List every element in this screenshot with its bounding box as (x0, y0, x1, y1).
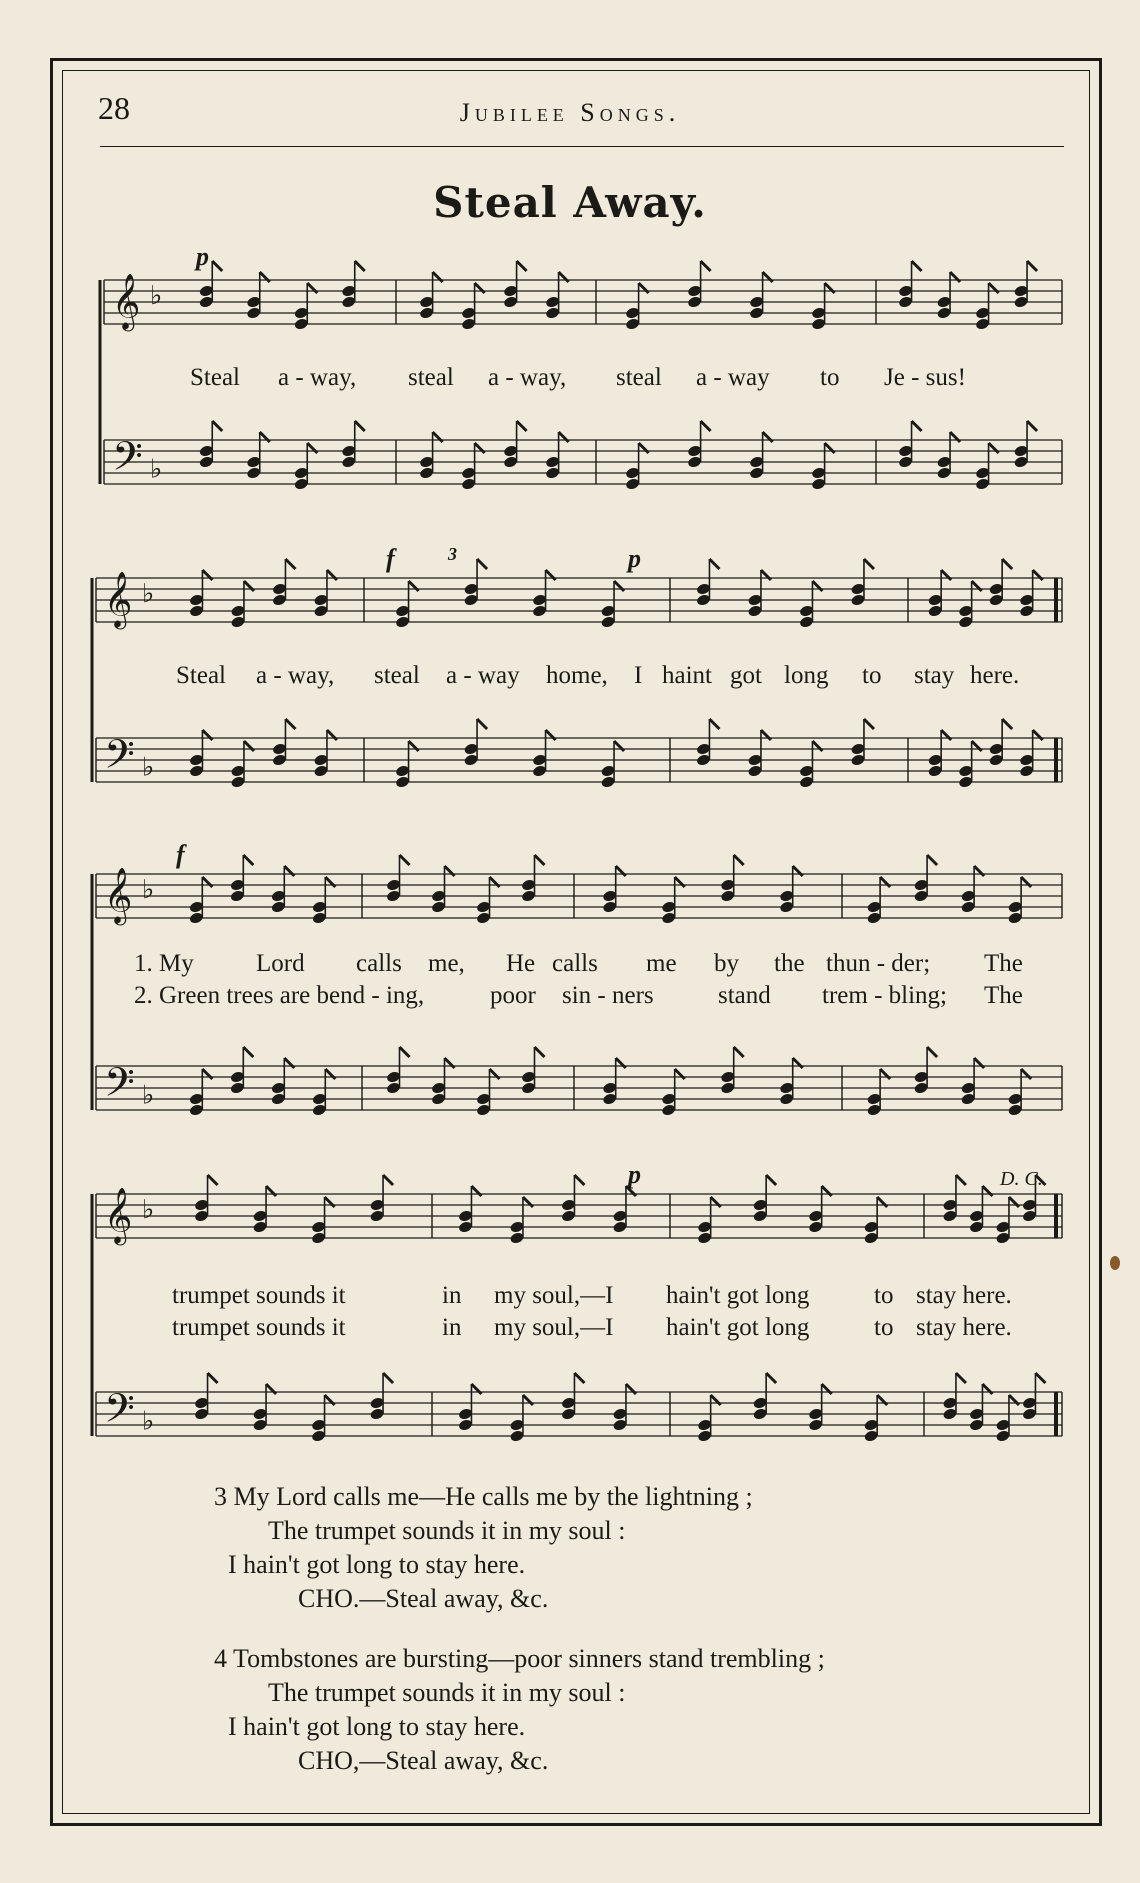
lyric-syllable: stand (718, 982, 771, 1009)
lyric-syllable: a - way (696, 364, 770, 391)
key-signature-flat: ♭ (142, 875, 155, 906)
note-flag (766, 1175, 776, 1185)
lyric-syllable: to (874, 1314, 894, 1341)
chorus-cue: CHO,—Steal away, &c. (298, 1746, 549, 1775)
note-flag (243, 1047, 253, 1057)
note-flag (355, 261, 365, 271)
note-flag (1002, 559, 1012, 569)
treble-clef: 𝄞 (112, 273, 141, 330)
lyric-syllable: steal (408, 364, 454, 391)
lyric-syllable: in (442, 1314, 462, 1341)
lyric-syllable: steal (374, 662, 420, 689)
lyric-syllable: Steal (176, 662, 226, 689)
note-flag (535, 855, 545, 865)
lyric-syllable: in (442, 1282, 462, 1309)
lyric-syllable: stay here. (916, 1282, 1012, 1309)
note-flag (355, 421, 365, 431)
verse-line: 4 Tombstones are bursting—poor sinners stand trembling ; (214, 1644, 825, 1673)
song-title: Steal Away. (433, 178, 707, 227)
note-flag (709, 719, 719, 729)
lyric-syllable: my soul,—I (494, 1282, 614, 1309)
note-flag (517, 261, 527, 271)
lyric-syllable: 2. Green trees are bend - ing, (134, 982, 425, 1009)
bass-clef: 𝄢 (112, 433, 143, 490)
note-flag (734, 855, 744, 865)
da-capo-marking: D. C. (1000, 1168, 1043, 1190)
lyric-syllable: sin - ners (562, 982, 654, 1009)
dynamic-marking: f (176, 840, 185, 869)
note-flag (734, 1047, 744, 1057)
bass-clef: 𝄢 (104, 731, 135, 788)
key-signature-flat: ♭ (150, 454, 163, 485)
lyric-syllable: me, (428, 950, 465, 977)
lyric-syllable: Je - sus! (884, 364, 966, 391)
lyric-syllable: Steal (190, 364, 240, 391)
note-flag (535, 1047, 545, 1057)
lyric-syllable: hain't got long (666, 1282, 810, 1309)
note-flag (517, 421, 527, 431)
lyric-syllable: a - way, (256, 662, 335, 689)
verse-line: I hain't got long to stay here. (228, 1712, 526, 1741)
note-flag (701, 261, 711, 271)
lyric-syllable: a - way, (278, 364, 357, 391)
note-flag (864, 719, 874, 729)
key-signature-flat: ♭ (150, 281, 163, 312)
dynamic-marking: f (386, 544, 395, 573)
lyric-syllable: long (784, 662, 829, 689)
note-flag (208, 1373, 218, 1383)
note-flag (285, 719, 295, 729)
note-flag (766, 1373, 776, 1383)
verse-line: 3 My Lord calls me—He calls me by the lightning ; (214, 1482, 753, 1511)
note-flag (477, 559, 487, 569)
verse-line: I hain't got long to stay here. (228, 1550, 526, 1579)
note-flag (243, 855, 253, 865)
chorus-cue: CHO.—Steal away, &c. (298, 1584, 549, 1613)
lyric-syllable: home, (546, 662, 608, 689)
note-flag (574, 1373, 584, 1383)
lyric-syllable: got (730, 662, 762, 689)
note-flag (285, 559, 295, 569)
lyric-syllable: stay here. (916, 1314, 1012, 1341)
note-flag (912, 421, 922, 431)
note-flag (400, 855, 410, 865)
lyric-syllable: my soul,—I (494, 1314, 614, 1341)
lyric-syllable: He (506, 950, 536, 977)
treble-clef: 𝄞 (104, 867, 133, 924)
key-signature-flat: ♭ (142, 752, 155, 783)
lyric-syllable: steal (616, 364, 662, 391)
lyric-syllable: stay (914, 662, 955, 689)
lyric-syllable: haint (662, 662, 712, 689)
key-signature-flat: ♭ (142, 579, 155, 610)
note-flag (709, 559, 719, 569)
note-flag (1002, 719, 1012, 729)
note-flag (927, 1047, 937, 1057)
verse-line: The trumpet sounds it in my soul : (268, 1678, 626, 1707)
lyric-syllable: The (984, 950, 1023, 977)
dynamic-marking: p (628, 544, 641, 573)
lyric-syllable: a - way (446, 662, 520, 689)
lyric-syllable: thun - der; (826, 950, 931, 977)
note-flag (1027, 261, 1037, 271)
lyric-syllable: by (714, 950, 739, 977)
note-flag (212, 261, 222, 271)
dynamic-marking: p (628, 1160, 641, 1189)
note-flag (956, 1175, 966, 1185)
lyric-syllable: poor (490, 982, 536, 1009)
key-signature-flat: ♭ (142, 1195, 155, 1226)
note-flag (383, 1175, 393, 1185)
verse-line: The trumpet sounds it in my soul : (268, 1516, 626, 1545)
lyric-syllable: to (874, 1282, 894, 1309)
key-signature-flat: ♭ (142, 1406, 155, 1437)
running-head: Jubilee Songs. (459, 98, 681, 127)
note-flag (1035, 1373, 1045, 1383)
treble-clef: 𝄞 (104, 571, 133, 628)
note-flag (208, 1175, 218, 1185)
lyric-syllable: Lord (256, 950, 305, 977)
lyric-syllable: a - way, (488, 364, 567, 391)
note-flag (1027, 421, 1037, 431)
lyric-syllable: I (634, 662, 643, 689)
lyric-syllable: trumpet sounds it (172, 1282, 346, 1309)
bass-clef: 𝄢 (104, 1059, 135, 1116)
lyric-syllable: hain't got long (666, 1314, 810, 1341)
key-signature-flat: ♭ (142, 1080, 155, 1111)
lyric-syllable: the (774, 950, 805, 977)
lyric-syllable: here. (970, 662, 1020, 689)
lyric-syllable: calls (356, 950, 402, 977)
lyric-syllable: The (984, 982, 1023, 1009)
note-flag (477, 719, 487, 729)
note-flag (212, 421, 222, 431)
bass-clef: 𝄢 (104, 1385, 135, 1442)
triplet-marking: 3 (448, 544, 457, 564)
dynamic-marking: p (196, 242, 209, 271)
note-flag (912, 261, 922, 271)
note-flag (701, 421, 711, 431)
lyric-syllable: trem - bling; (822, 982, 947, 1009)
half-rest: 𝄼 (1020, 284, 1027, 305)
paper-stain (1110, 1256, 1120, 1270)
lyric-syllable: trumpet sounds it (172, 1314, 346, 1341)
note-flag (400, 1047, 410, 1057)
lyric-syllable: to (862, 662, 882, 689)
note-flag (383, 1373, 393, 1383)
note-flag (927, 855, 937, 865)
note-flag (574, 1175, 584, 1185)
treble-clef: 𝄞 (104, 1187, 133, 1244)
page-number: 28 (98, 90, 130, 126)
lyric-syllable: calls (552, 950, 598, 977)
note-flag (864, 559, 874, 569)
lyric-syllable: to (820, 364, 840, 391)
note-flag (956, 1373, 966, 1383)
lyric-syllable: 1. My (134, 950, 194, 977)
lyric-syllable: me (646, 950, 677, 977)
